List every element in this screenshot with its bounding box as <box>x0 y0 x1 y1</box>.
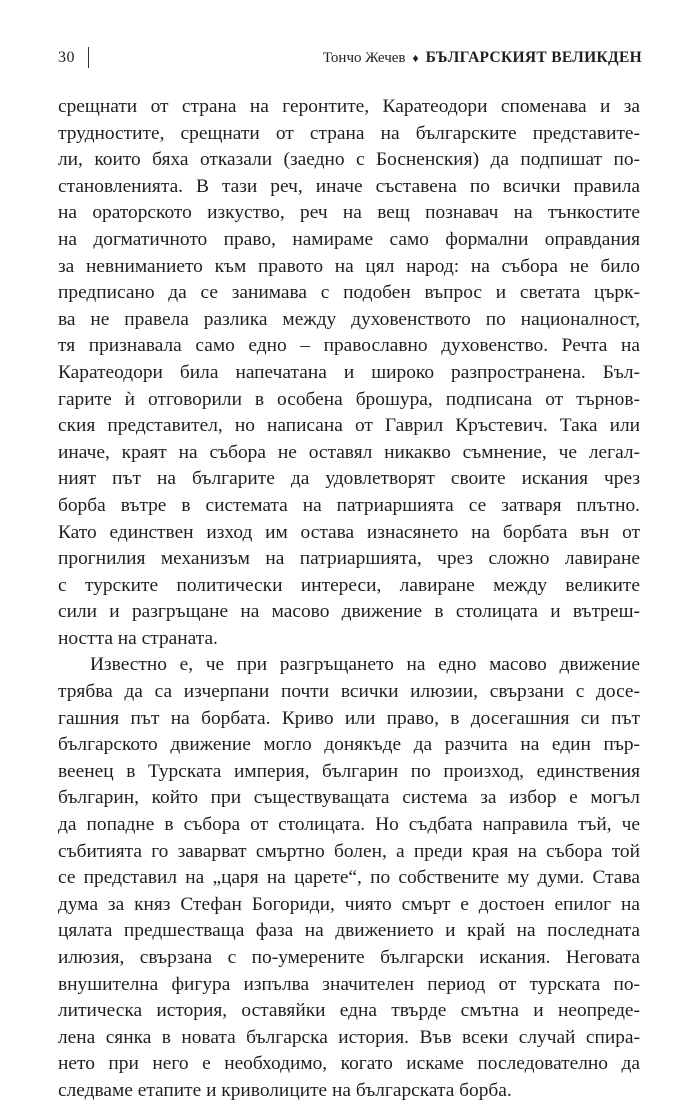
text-line: лена сянка в новата българска история. Във всеки случай спира- <box>58 1026 640 1048</box>
text-line: илюзия, свързана с по-умерените български искания. Неговата <box>58 947 640 968</box>
text-line: на догматичното право, намираме само формални оправдания <box>58 228 640 250</box>
text-line: становленията. В тази реч, иначе съставена по всички правила <box>58 175 640 197</box>
text-line: сили и разгръщане на масово движение в столицата и вътреш- <box>58 601 640 623</box>
text-line: нето при него е необходимо, когато искаме последователно да <box>58 1053 640 1075</box>
text-line: събитията го заварват смъртно болен, а преди края на събора той <box>58 840 640 862</box>
text-line: българското движение могло донякъде да разчита на един пър- <box>58 734 640 756</box>
text-line: се представил на „царя на царете“, по собствените му думи. Става <box>58 867 640 889</box>
text-line: трудностите, срещнати от страна на българските представите- <box>58 122 640 144</box>
text-line: ва не правела разлика между духовенството по националност, <box>58 308 640 330</box>
text-line: веенец в Турската империя, българин по произход, единствения <box>58 760 640 782</box>
text-line: трябва да са изчерпани почти всички илюзии, свързани с досе- <box>58 681 640 703</box>
text-line: срещнати от страна на геронтите, Каратеодори споменава и за <box>58 96 640 117</box>
text-line: ския представител, но написана от Гаврил Кръстевич. Така или <box>58 415 640 437</box>
body-text <box>58 94 640 1105</box>
text-line: с турските политически интереси, лавиране между великите <box>58 574 640 596</box>
text-line: цялата предшестваща фаза на движението и край на последната <box>58 920 640 942</box>
page-header <box>58 44 642 72</box>
text-line: на ораторското изкуство, реч на вещ познавач на тънкостите <box>58 202 640 224</box>
text-line: дума за княз Стефан Богориди, чиято смърт е достоен епилог на <box>58 893 640 915</box>
page-number: 30 <box>58 49 75 66</box>
paragraph-1 <box>58 94 640 652</box>
text-line: Като единствен изход им остава изнасянето на борбата вън от <box>58 521 640 543</box>
text-line: гашния път на борбата. Криво или право, в досегашния си път <box>58 707 640 729</box>
paragraph-2 <box>58 652 640 1104</box>
text-line: да попадне в събора от столицата. Но съдбата направила тъй, че <box>58 814 640 836</box>
text-line: внушителна фигура изпълва значителен период от турската по- <box>58 973 640 995</box>
running-head <box>323 44 642 72</box>
diamond-separator-icon: ♦ <box>412 51 419 65</box>
text-line: Известно е, че при разгръщането на едно масово движение <box>90 654 640 676</box>
text-line: предписано да се занимава с подобен въпрос и светата църк- <box>58 282 640 304</box>
text-line: за невниманието към правото на цял народ: на събора не било <box>58 255 640 277</box>
header-divider <box>88 47 89 68</box>
author-name: Тончо Жечев <box>322 50 406 66</box>
text-line: ният път на българите да удовлетворят своите искания чрез <box>58 468 640 490</box>
text-line: прогнилия механизъм на патриаршията, чрез сложно лавиране <box>58 548 640 570</box>
text-line: борба вътре в системата на патриаршията се затваря плътно. <box>58 494 640 516</box>
text-line: ли, които бяха отказали (заедно с Босненския) да подпишат по- <box>58 149 640 171</box>
text-line: гарите ѝ отговорили в особена брошура, подписана от търнов- <box>58 388 640 410</box>
text-line: Каратеодори била напечатана и широко разпространена. Бъл- <box>58 361 640 383</box>
text-line: българин, който при съществуващата система за избор е могъл <box>58 787 640 809</box>
text-line: тя признавала само едно – православно духовенство. Речта на <box>58 335 640 357</box>
text-line: ността на страната. <box>58 627 218 649</box>
text-line: литическа история, оставяйки една твърде смътна и неопреде- <box>58 1000 640 1022</box>
text-line: следваме етапите и криволиците на българската борба. <box>58 1079 512 1101</box>
text-line: иначе, краят на събора не оставял никакво съмнение, че легал- <box>58 441 640 463</box>
book-title: БЪЛГАРСКИЯТ ВЕЛИКДЕН <box>425 49 642 66</box>
